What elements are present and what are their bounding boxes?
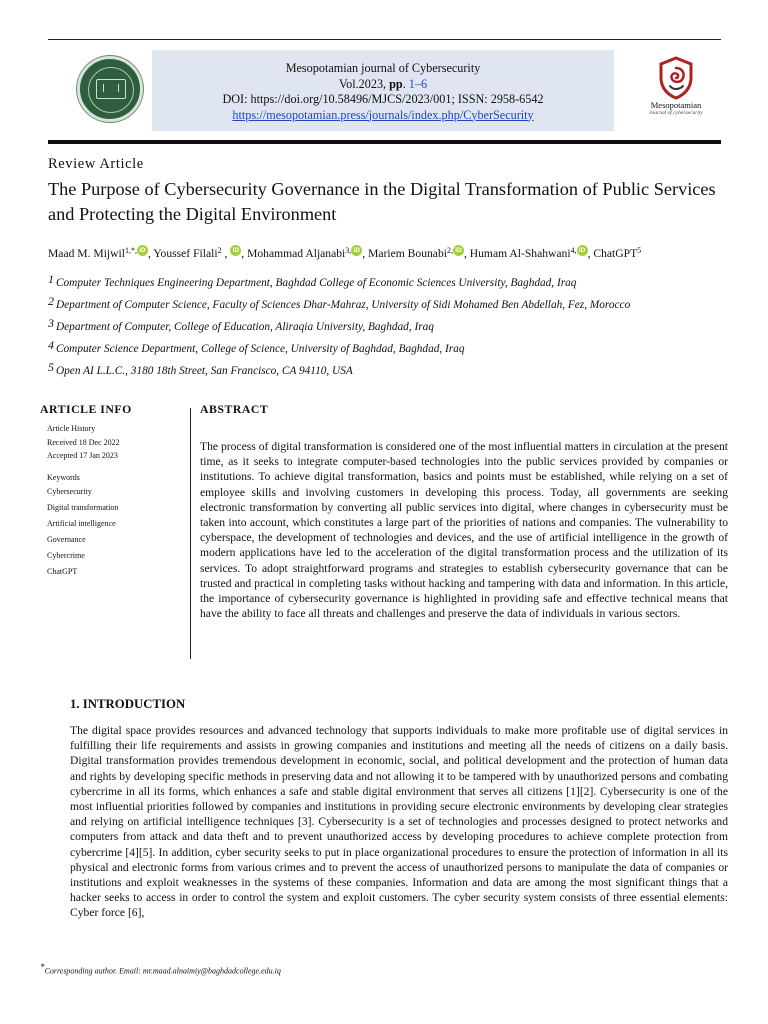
journal-url-link[interactable]: https://mesopotamian.press/journals/index.php/CyberSecurity (232, 107, 534, 122)
affiliation-item: $^5$ Open AI L.L.C., 3180 18th Street, San Francisco, CA 94110, USA (48, 360, 353, 377)
article-info-panel (47, 422, 182, 580)
keyword-item: Cybersecurity (47, 487, 92, 496)
introduction-heading: 1. INTRODUCTION (70, 697, 186, 711)
abstract-heading: ABSTRACT (200, 402, 269, 416)
page-range: 1–6 (408, 76, 428, 91)
author-list: Maad M. Mijwil$^{1,*,}$ iD , Youssef Filali$^2$ , iD , Mohammad Aljanabi$^{3,}$ iD , Mariem Bounabi$^{2,}$ iD , Humam Al-Shahwani$^{4,}$ iD , ChatGPT$^5$ (48, 246, 642, 260)
history-label: Article History (47, 424, 96, 433)
author-name: , Humam Al-Shahwani (463, 247, 571, 260)
author-name: Maad M. Mijwil (48, 247, 125, 260)
orcid-icon[interactable]: iD (453, 245, 464, 256)
affiliation-item: $^3$ Department of Computer, College of Education, Aliraqia University, Baghdad, Iraq (48, 316, 434, 333)
article-info-heading: ARTICLE INFO (40, 402, 132, 416)
keyword-item: ChatGPT (47, 567, 78, 576)
abstract-text: The process of digital transformation is considered one of the most influential matters in circulation at the present time, as it seeks to integrate computer-based technologies into the public services provided by companies or institutions. To achieve digital transformation, basics and points must be established, while relying on a set of employee skills and involving customers in developing this process. Today, all governments are seeking electronic transformation by converting all public services into digital, where changes in cybersecurity must be taken into account, which constitutes a large part of the priorities of nations and companies. The vulnerability to cyberspace, the development of technologies and devices, and the use of artificial intelligence in the growth of modern applications have led to the acceleration of the digital transformation process and the utilization of its services. To adopt straightforward programs and strategies to establish cybersecurity governance that can be trusted and practical in completing tasks without hacking and tampering with data and information. In this article, the importance of cybersecurity governance is highlighted in providing safe and effective technical means that have the ability to face all threats and challenges and preserve the data of individuals in various sectors. (200, 440, 728, 621)
keyword-item: Governance (47, 535, 86, 544)
accepted-date: Accepted 17 Jan 2023 (47, 451, 118, 460)
affiliation-item: $^2$ Department of Computer Science, Faculty of Sciences Dhar-Mahraz, University of Sidi Mohamed Ben Abdellah, Fez, Morocco (48, 294, 631, 311)
press-seal-logo (77, 56, 143, 122)
top-rule (48, 39, 721, 40)
spiral-shield-icon (658, 56, 694, 100)
orcid-icon[interactable]: iD (137, 245, 148, 256)
received-date: Received 18 Dec 2022 (47, 437, 120, 447)
logo-name: Mesopotamian (650, 100, 702, 110)
header-divider (48, 140, 721, 144)
journal-logo (640, 56, 712, 130)
article-title: The Purpose of Cybersecurity Governance in the Digital Transformation of Public Services and Protecting the Digital Environment (48, 179, 716, 224)
keyword-item: Artificial intelligence (47, 519, 116, 528)
orcid-icon[interactable]: iD (577, 245, 588, 256)
corresponding-author-footnote: *Corresponding author. Email: mr.maad.alnaimiy@baghdadcollege.edu.iq (40, 962, 281, 976)
author-name: , Mariem Bounabi (362, 247, 447, 260)
affiliations (48, 271, 748, 381)
article-type: Review Article (48, 156, 144, 172)
orcid-icon[interactable]: iD (351, 245, 362, 256)
orcid-icon[interactable]: iD (230, 245, 241, 256)
volume-line: Vol.2023, pp. 1–6 (338, 76, 428, 91)
keywords-label: Keywords (47, 472, 80, 482)
affiliation-item: $^4$ Computer Science Department, College of Science, University of Baghdad, Baghdad, Iraq (48, 338, 465, 355)
affiliation-item: $^1$ Computer Techniques Engineering Department, Baghdad College of Economic Sciences University, Baghdad, Iraq (48, 272, 577, 289)
journal-name: Mesopotamian journal of Cybersecurity (285, 61, 481, 75)
column-divider (190, 408, 191, 659)
author-name: , Mohammad Aljanabi (241, 247, 346, 260)
logo-subtitle: Journal of cybersecurity (649, 110, 703, 116)
journal-header (152, 50, 614, 131)
author-name: , Youssef Filali (147, 247, 218, 260)
keyword-item: Cybercrime (47, 551, 85, 560)
author-name: , ChatGPT (587, 247, 638, 260)
introduction-text: The digital space provides resources and advanced technology that supports individuals to make more profitable use of digital services in fulfilling their life requirements and assists in growing companies and institutions and meeting all the needs of citizens on a daily basis. Digital transformation provides tremendous development in economic, social, and political development and the protection of human data and rights by developing specific methods in preserving data and not allowing it to be tampered with by unauthorized persons and combating cybercrime in all its forms, which enhances a safe and stable digital environment that serves all citizens [1][2]. Cybersecurity is one of the most influential priorities followed by companies and institutions in providing secure electronic environments by developing clear strategies and relying on artificial intelligence techniques [3]. Cybersecurity is a set of technologies and processes designed to protect networks and computers from attack and data theft and to prevent unauthorized access by developing procedures to achieve complete protection from cybercrime [4][5]. In addition, cyber security seeks to put in place organizational procedures to ensure the protection of information in all its physical and electronic forms from various crimes and to prevent the access of unauthorized persons to manipulate the data of companies or institutions and exploit weaknesses in the systems of these companies. Information and data are among the most significant things that a hacker seeks to access in order to control the system and exploit customers. The cyber security system consists of three essential elements: Cyber force [6], (70, 724, 728, 920)
doi-line: DOI: https://doi.org/10.58496/MJCS/2023/001; ISSN: 2958-6542 (222, 92, 544, 106)
keyword-item: Digital transformation (47, 503, 119, 512)
